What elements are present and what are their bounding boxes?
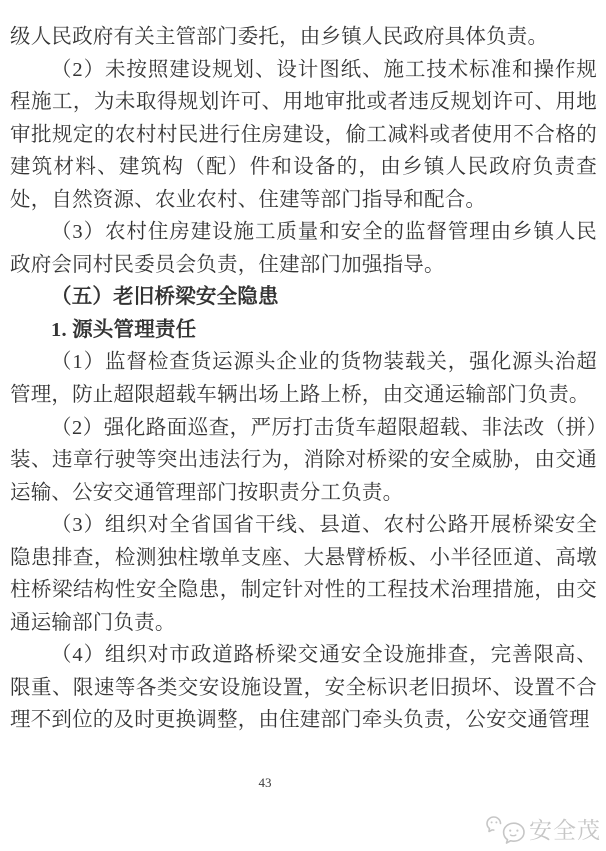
body-paragraph: （1）监督检查货运源头企业的货物装载关，强化源头治超管理，防止超限超载车辆出场上路上桥，由交通运输部门负责。 <box>10 351 597 407</box>
brand-watermark <box>486 814 601 846</box>
body-paragraph: 级人民政府有关主管部门委托，由乡镇人民政府具体负责。 <box>10 26 549 48</box>
document-content <box>10 21 597 737</box>
chat-bubbles-logo-icon <box>486 814 526 846</box>
subsection-heading: 1. 源头管理责任 <box>51 318 197 341</box>
body-paragraph: （3）农村住房建设施工质量和安全的监督管理由乡镇人民政府会同村民委员会负责，住建部门加强指导。 <box>10 221 597 276</box>
body-paragraph: （2）未按照建设规划、设计图纸、施工技术标准和操作规程施工，为未取得规划许可、用地审批或者违反规划许可、用地审批规定的农村村民进行住房建设，偷工减料或者使用不合格的建筑材料、建筑构（配）件和设备的，由乡镇人民政府负责查处，自然资源、农业农村、住建等部门指导和配合。 <box>10 58 597 211</box>
section-heading: （五）老旧桥梁安全隐患 <box>51 286 279 309</box>
body-paragraph: （3）组织对全省国省干线、县道、农村公路开展桥梁安全隐患排查，检测独柱墩单支座、大悬臂桥板、小半径匝道、高墩柱桥梁结构性安全隐患，制定针对性的工程技术治理措施，由交通运输部门负责。 <box>10 514 597 634</box>
page-number: 43 <box>258 775 272 790</box>
body-paragraph: （2）强化路面巡查，严厉打击货车超限超载、非法改（拼）装、违章行驶等突出违法行为，消除对桥梁的安全威胁，由交通运输、公安交通管理部门按职责分工负责。 <box>10 416 597 504</box>
brand-watermark-label: 安全茂 <box>529 817 601 843</box>
body-paragraph: （4）组织对市政道路桥梁交通安全设施排查，完善限高、限重、限速等各类交安设施设置，安全标识老旧损坏、设置不合理不到位的及时更换调整，由住建部门牵头负责，公安交通管理 <box>10 644 597 732</box>
